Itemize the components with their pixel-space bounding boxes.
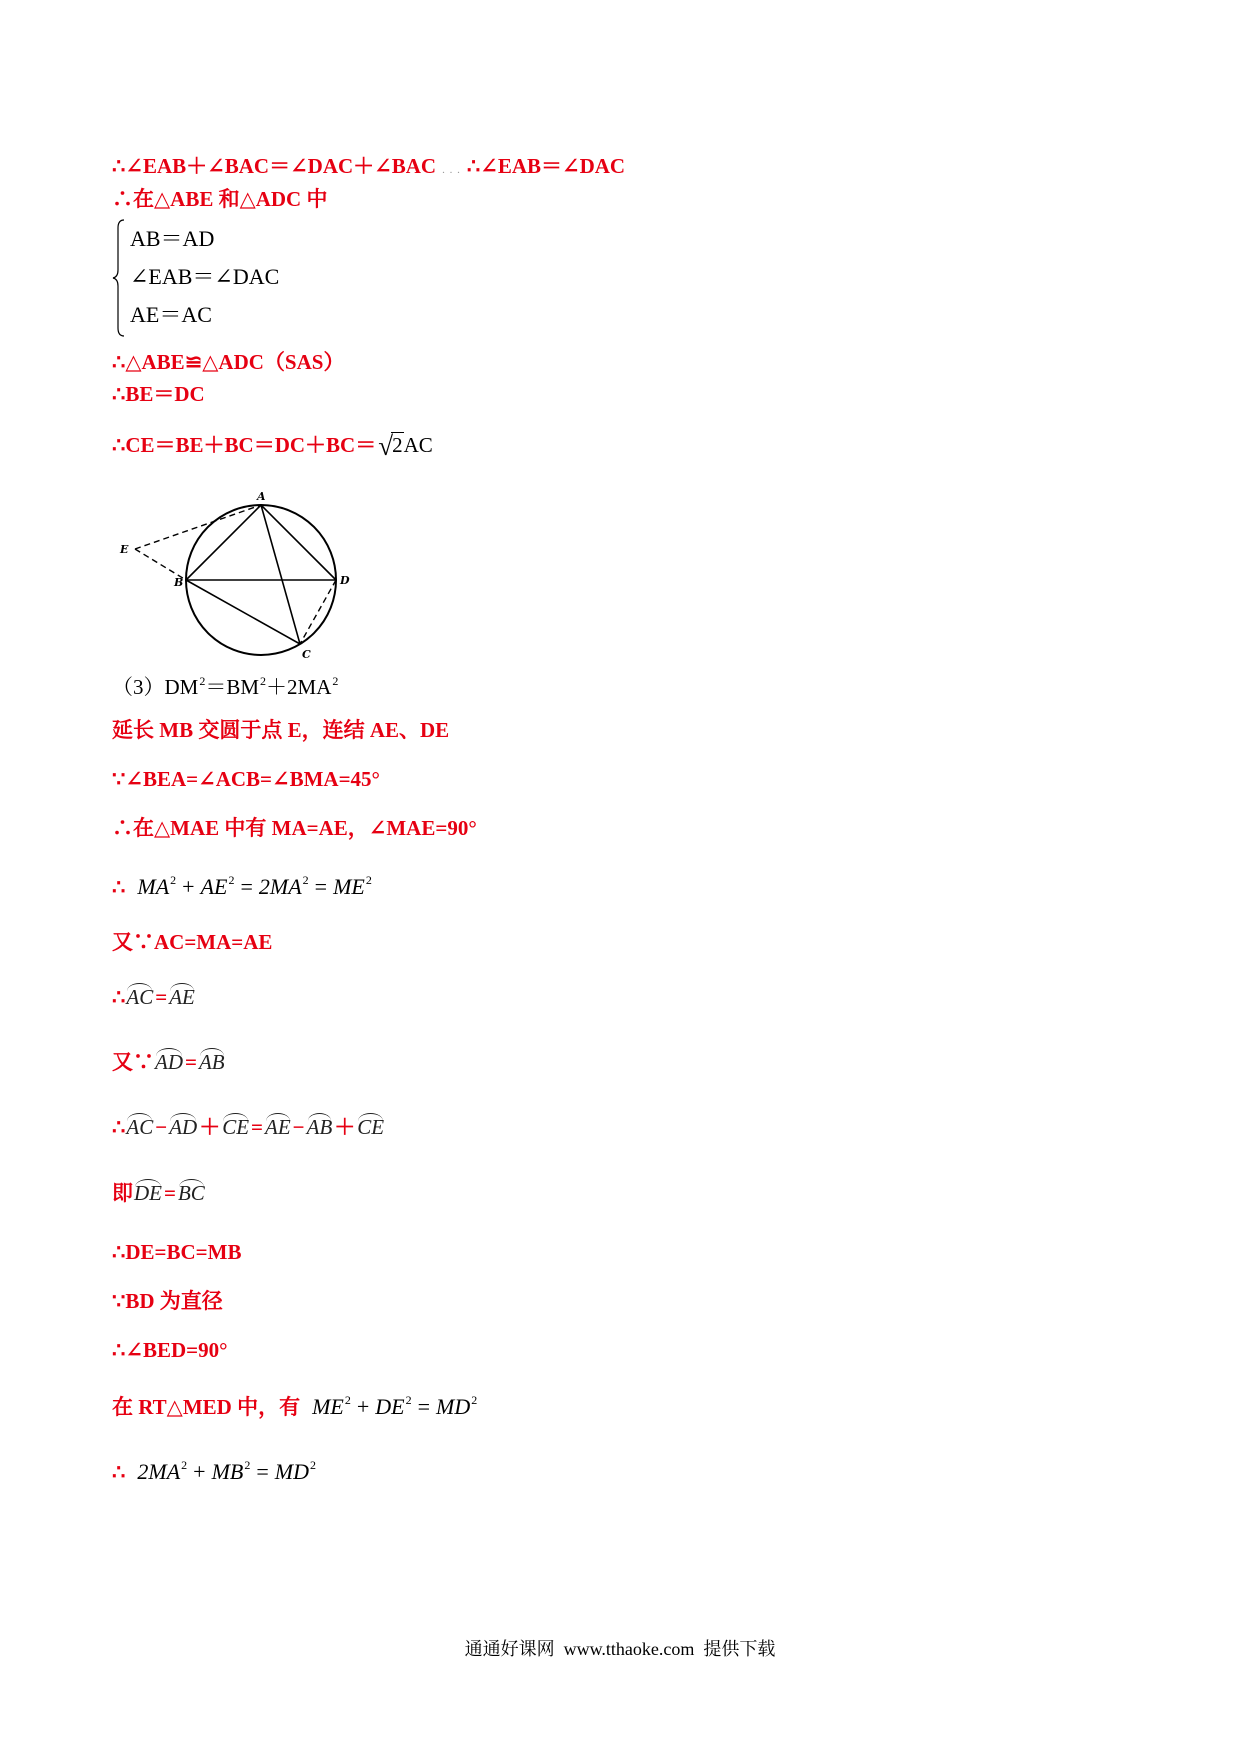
math-operator: = (240, 874, 253, 899)
math-operator: = (417, 1394, 431, 1419)
exponent: 2 (332, 674, 339, 688)
exponent: 2 (302, 873, 309, 887)
math-operator: = (164, 1181, 176, 1205)
system-condition-1: AB＝AD (130, 226, 215, 251)
math-operator: = (251, 1115, 263, 1139)
label-c: C (302, 648, 311, 661)
label-b: B (174, 576, 184, 589)
system-brace (112, 219, 126, 337)
step-text: 在 RT△MED 中，有 (112, 1395, 301, 1419)
proof3-step-9 (112, 1180, 206, 1206)
proof2-line-2: ∴在△ABE 和△ADC 中 (112, 187, 328, 211)
part-label: （3） (112, 675, 165, 699)
exponent: 2 (244, 1458, 251, 1472)
square-root (378, 432, 403, 459)
proof3-step-2: ∵∠BEA=∠ACB=∠BMA=45° (112, 767, 380, 791)
exponent: 2 (344, 1393, 351, 1407)
proof3-step-6 (112, 984, 196, 1010)
exponent: 2 (471, 1393, 478, 1407)
arc-term: CE (222, 1115, 250, 1139)
arc-term: AC (126, 985, 154, 1009)
math-term: MD (436, 1394, 471, 1419)
exponent: 2 (199, 674, 206, 688)
brace-path (113, 220, 124, 336)
therefore-mark: ∴ (112, 1115, 126, 1139)
math-operator: + (356, 1394, 370, 1419)
math-expression (137, 874, 371, 899)
system-condition-3: AE＝AC (130, 302, 212, 327)
page-footer: 通通好课网 www.tthaoke.com 提供下载 (464, 1639, 776, 1659)
label-a: A (257, 490, 266, 503)
math-operator: − (155, 1115, 168, 1139)
exponent: 2 (365, 873, 372, 887)
ellipsis-dots: . . . (442, 164, 461, 176)
arc-term: AD (169, 1115, 198, 1139)
segment-name: AC (403, 433, 433, 457)
proof3-step-10: ∴DE=BC=MB (112, 1240, 242, 1264)
segment-sum-equation: ∴CE＝BE＋BC＝DC＋BC＝ (112, 433, 377, 457)
circle-figure (112, 488, 362, 663)
math-term: AE (200, 874, 228, 899)
therefore-mark: ∴ (112, 985, 126, 1009)
exponent: 2 (405, 1393, 412, 1407)
part3-heading (112, 674, 338, 703)
math-term: MA (137, 874, 170, 899)
arc-term: BC (177, 1181, 205, 1205)
proof3-step-1: 延长 MB 交圆于点 E，连结 AE、DE (112, 718, 450, 742)
math-expression (137, 1459, 316, 1484)
proof3-step-7 (112, 1049, 226, 1075)
math-operator: = (314, 874, 328, 899)
segment-ea-dashed (135, 505, 261, 549)
exponent: 2 (228, 873, 235, 887)
arc-term: AB (306, 1115, 333, 1139)
because-mark: 又∵ (112, 1050, 154, 1074)
arc-term: AB (198, 1050, 225, 1074)
math-term: MB (211, 1459, 244, 1484)
proof2-line-1 (112, 153, 625, 183)
math-term: BM (226, 675, 260, 699)
label-e: E (120, 543, 129, 556)
segment-dc-dashed (300, 580, 336, 644)
angle-sum-equation: ∴∠EAB＋∠BAC＝∠DAC＋∠BAC (112, 154, 437, 178)
math-operator: + (182, 874, 195, 899)
label-d: D (340, 574, 350, 587)
proof3-step-3: ∴在△MAE 中有 MA=AE，∠MAE=90° (112, 816, 477, 840)
segment-ac (261, 505, 300, 644)
exponent: 2 (181, 1458, 188, 1472)
math-operator: + (193, 1459, 206, 1484)
proof3-step-14 (112, 1459, 316, 1488)
angle-equality-conclusion: ∴∠EAB＝∠DAC (466, 154, 626, 178)
math-term: MD (274, 1459, 309, 1484)
arc-term: AC (126, 1115, 154, 1139)
math-operator: ＋ (266, 675, 288, 699)
proof3-step-13 (112, 1394, 477, 1423)
arc-term: AD (155, 1050, 183, 1074)
math-term: ME (333, 874, 365, 899)
radical-sign: √ (378, 431, 394, 461)
therefore-mark: ∴ (112, 1460, 126, 1484)
system-condition-2: ∠EAB＝∠DAC (130, 264, 280, 289)
arc-term: DE (134, 1181, 162, 1205)
proof3-step-5: 又∵AC=MA=AE (112, 930, 273, 954)
segment-bc (186, 580, 300, 644)
segment-ab (186, 505, 261, 580)
math-expression (312, 1394, 477, 1419)
namely-mark: 即 (112, 1181, 133, 1205)
math-term: 2MA (137, 1459, 181, 1484)
math-term: DM (164, 675, 199, 699)
math-operator: = (185, 1050, 197, 1074)
math-term: 2MA (287, 675, 332, 699)
exponent: 2 (170, 873, 177, 887)
math-operator: = (256, 1459, 269, 1484)
math-term: 2MA (258, 874, 302, 899)
radicand: 2 (392, 433, 403, 457)
arc-term: AE (265, 1115, 291, 1139)
math-operator: − (292, 1115, 305, 1139)
math-operator: ＝ (205, 675, 227, 699)
arc-term: CE (357, 1115, 385, 1139)
proof2-line-3: ∴△ABE≌△ADC（SAS） (112, 350, 345, 374)
math-operator: ＋ (334, 1115, 356, 1139)
math-operator: ＋ (199, 1115, 221, 1139)
proof2-line-4: ∴BE＝DC (112, 382, 205, 406)
proof3-step-4 (112, 874, 372, 903)
proof3-step-11: ∵BD 为直径 (112, 1289, 223, 1313)
math-operator: = (155, 985, 168, 1009)
proof2-line-5 (112, 432, 433, 459)
exponent: 2 (260, 674, 267, 688)
exponent: 2 (309, 1458, 316, 1472)
math-term: ME (312, 1394, 344, 1419)
proof3-step-12: ∴∠BED=90° (112, 1338, 228, 1362)
math-term: DE (375, 1394, 405, 1419)
arc-term: AE (169, 985, 195, 1009)
proof3-step-8 (112, 1114, 385, 1140)
therefore-mark: ∴ (112, 875, 126, 899)
